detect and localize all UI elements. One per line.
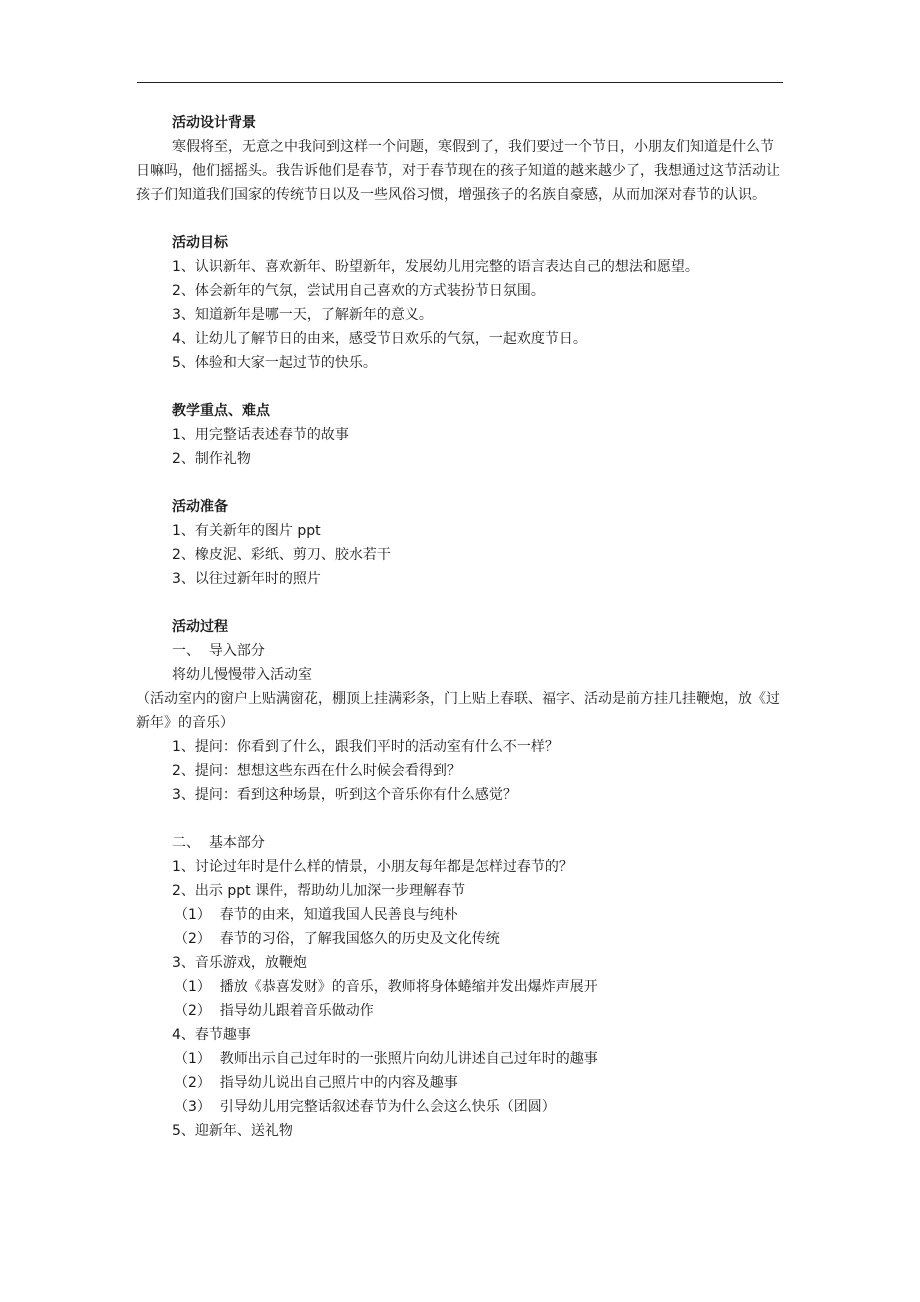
process-part1-intro: 将幼儿慢慢带入活动室 (172, 667, 312, 683)
prep-item: 3、以往过新年时的照片 (172, 571, 321, 587)
document-body (136, 111, 792, 1143)
spacer (172, 471, 792, 495)
section-heading-goals: 活动目标 (172, 235, 228, 251)
process-part2-line: （2） 指导幼儿跟着音乐做动作 (174, 1003, 374, 1019)
process-part2-line: （2） 指导幼儿说出自己照片中的内容及趣事 (174, 1075, 458, 1091)
spacer (172, 807, 792, 831)
process-part2-line: 3、音乐游戏，放鞭炮 (172, 955, 307, 971)
process-part2-line: 4、春节趣事 (172, 1027, 251, 1043)
process-part2-line: 5、迎新年、送礼物 (172, 1123, 293, 1139)
focus-item: 1、用完整话表述春节的故事 (172, 427, 349, 443)
section-heading-background: 活动设计背景 (172, 115, 256, 131)
goal-item: 5、体验和大家一起过节的快乐。 (172, 355, 377, 371)
prep-item: 1、有关新年的图片 ppt (172, 523, 321, 539)
process-part1-item: 1、提问：你看到了什么，跟我们平时的活动室有什么不一样？ (172, 739, 559, 755)
goal-item: 2、体会新年的气氛，尝试用自己喜欢的方式装扮节日氛围。 (172, 283, 545, 299)
prep-item: 2、橡皮泥、彩纸、剪刀、胶水若干 (172, 547, 391, 563)
process-part2-line: 1、讨论过年时是什么样的情景，小朋友每年都是怎样过春节的？ (172, 859, 573, 875)
spacer (172, 207, 792, 231)
process-part2-line: 2、出示 ppt 课件，帮助幼儿加深一步理解春节 (172, 883, 466, 899)
goal-item: 1、认识新年、喜欢新年、盼望新年，发展幼儿用完整的语言表达自己的想法和愿望。 (172, 259, 699, 275)
spacer (172, 591, 792, 615)
process-part2-line: （1） 播放《恭喜发财》的音乐，教师将身体蜷缩并发出爆炸声展开 (174, 979, 598, 995)
section-heading-focus: 教学重点、难点 (172, 403, 270, 419)
focus-item: 2、制作礼物 (172, 451, 251, 467)
goal-item: 4、让幼儿了解节日的由来，感受节日欢乐的气氛，一起欢度节日。 (172, 331, 587, 347)
background-paragraph: 寒假将至，无意之中我问到这样一个问题，寒假到了，我们要过一个节日，小朋友们知道是什么节日嘛吗，他们摇摇头。我告诉他们是春节，对于春节现在的孩子知道的越来越少了，我想通过这节活动让孩子们知道我们国家的传统节日以及一些风俗习惯，增强孩子的名族自豪感，从而加深对春节的认识。 (136, 139, 780, 203)
process-part2-line: （2） 春节的习俗，了解我国悠久的历史及文化传统 (174, 931, 500, 947)
process-part2-title: 二、 基本部分 (172, 835, 265, 851)
header-rule (137, 82, 783, 83)
process-part2-line: （1） 教师出示自己过年时的一张照片向幼儿讲述自己过年时的趣事 (174, 1051, 598, 1067)
process-part2-line: （1） 春节的由来，知道我国人民善良与纯朴 (174, 907, 458, 923)
section-heading-process: 活动过程 (172, 619, 228, 635)
goal-item: 3、知道新年是哪一天，了解新年的意义。 (172, 307, 433, 323)
process-part1-title: 一、 导入部分 (172, 643, 265, 659)
section-heading-prep: 活动准备 (172, 499, 228, 515)
process-part1-note: （活动室内的窗户上贴满窗花，棚顶上挂满彩条，门上贴上春联、福字、活动是前方挂几挂鞭炮，放《过新年》的音乐） (136, 691, 780, 731)
process-part2-line: （3） 引导幼儿用完整话叙述春节为什么会这么快乐（团圆） (174, 1099, 556, 1115)
process-part1-item: 2、提问：想想这些东西在什么时候会看得到？ (172, 763, 461, 779)
spacer (172, 375, 792, 399)
process-part1-item: 3、提问：看到这种场景，听到这个音乐你有什么感觉？ (172, 787, 517, 803)
